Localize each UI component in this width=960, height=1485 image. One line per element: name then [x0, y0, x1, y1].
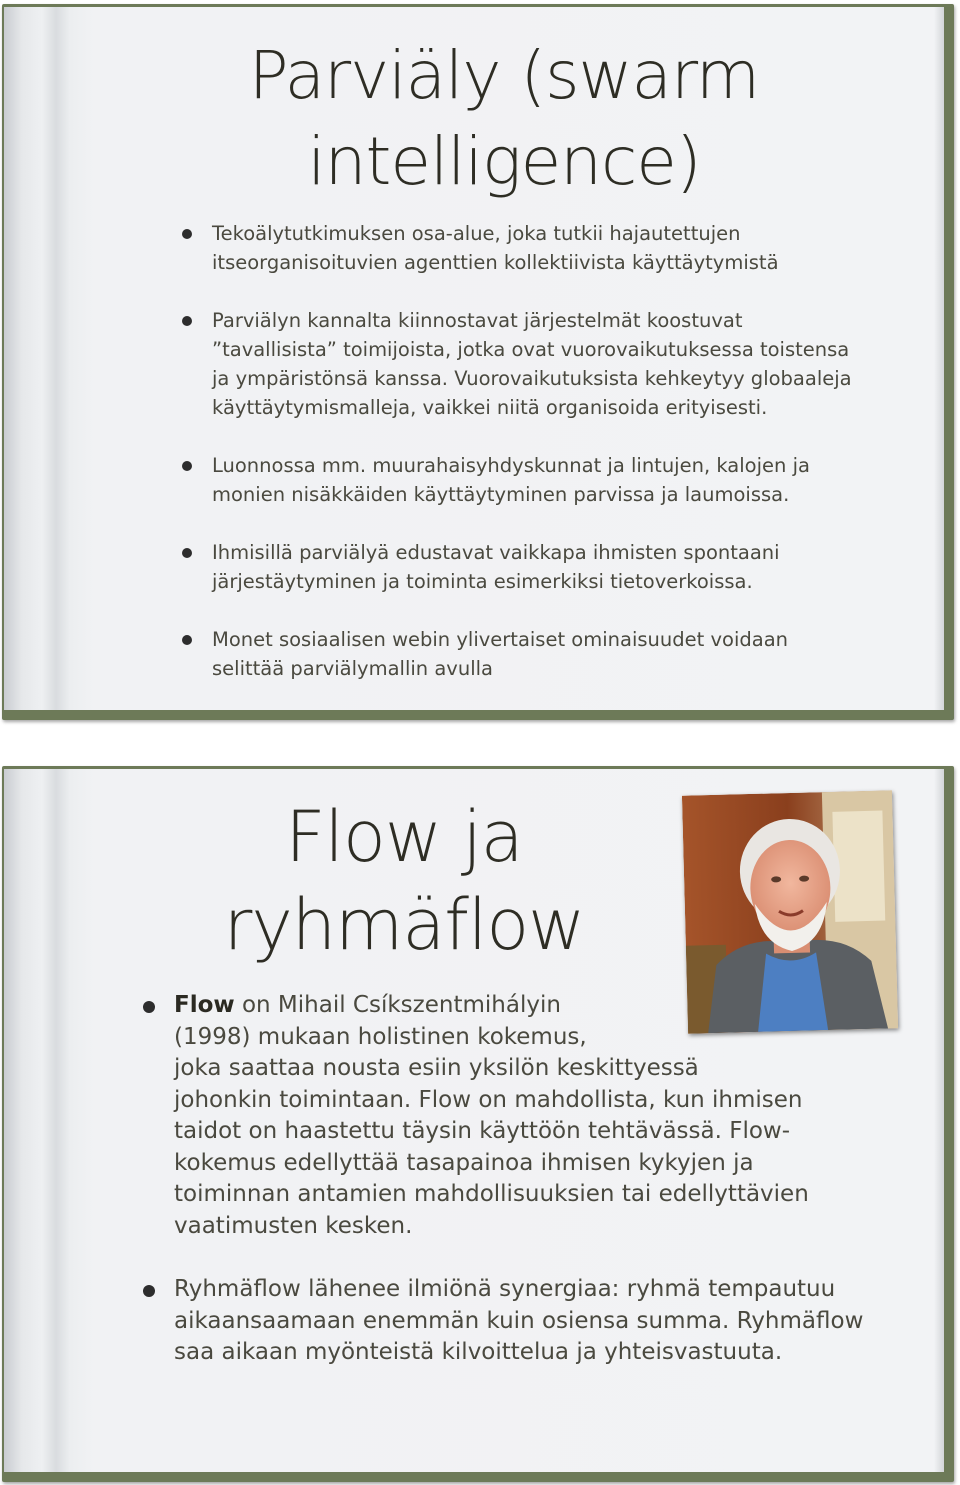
bullet-line: Monet sosiaalisen webin ylivertaiset ominaisuudet voidaan — [212, 628, 789, 651]
bullet-line: Ihmisillä parviälyä edustavat vaikkapa ihmisten spontaani — [212, 541, 780, 564]
bullet-line: Ryhmäflow lähenee ilmiönä synergiaa: ryhmä tempautuu — [174, 1276, 836, 1302]
bullet-item — [212, 538, 912, 596]
bullet-line: toiminnan antamien mahdollisuuksien tai edellyttävien — [174, 1181, 809, 1207]
bullet-item — [174, 1274, 874, 1369]
bullet-dot-icon — [182, 635, 192, 645]
bullet-line: Luonnossa mm. muurahaisyhdyskunnat ja lintujen, kalojen ja — [212, 454, 810, 477]
bullet-line: ja ympäristönsä kanssa. Vuorovaikutuksista kehkeytyy globaaleja — [212, 367, 852, 390]
bullet-item — [212, 625, 912, 683]
bullet-line: joka saattaa nousta esiin yksilön keskittyessä — [174, 1055, 699, 1081]
bullet-item — [212, 219, 912, 277]
title-line: ryhmäflow — [223, 884, 585, 966]
bullet-line: johonkin toimintaan. Flow on mahdollista, kun ihmisen — [174, 1086, 803, 1113]
bullet-line: käyttäytymismalleja, vaikkei niitä organisoida erityisesti. — [212, 396, 768, 419]
bullet-list — [174, 990, 874, 1369]
slide-title — [154, 793, 654, 969]
bullet-line — [174, 990, 874, 1022]
bullet-list — [212, 219, 912, 683]
bullet-item — [212, 306, 912, 422]
bullet-line: Tekoälytutkimuksen osa-alue, joka tutkii hajautettujen — [212, 222, 741, 245]
flow-term: Flow — [174, 992, 235, 1018]
slide-page — [4, 7, 944, 710]
bullet-line: taidot on haastettu täysin käyttöön tehtävässä. Flow- — [174, 1118, 791, 1144]
bullet-dot-icon — [143, 1001, 155, 1013]
bullet-line: selittää parviälymallin avulla — [212, 657, 493, 680]
bullet-line: saa aikaan myönteistä kilvoittelua ja yhteisvastuuta. — [174, 1339, 783, 1365]
bullet-dot-icon — [182, 229, 192, 239]
bullet-text: on Mihail Csíkszentmihályin — [234, 992, 561, 1018]
slide-flow — [2, 766, 954, 1482]
bullet-line: järjestäytyminen ja toiminta esimerkiksi tietoverkoissa. — [212, 570, 753, 593]
bullet-line: monien nisäkkäiden käyttäytyminen parvissa ja laumoissa. — [212, 483, 790, 506]
title-line: Parviäly (swarm — [248, 37, 760, 114]
bullet-line: (1998) mukaan holistinen kokemus, — [174, 1023, 587, 1050]
slide-title — [44, 33, 944, 205]
bullet-line: kokemus edellyttää tasapainoa ihmisen kykyjen ja — [174, 1149, 754, 1176]
bullet-item — [212, 451, 912, 509]
bullet-line: ”tavallisista” toimijoista, jotka ovat vuorovaikutuksessa toistensa — [212, 338, 850, 361]
title-line: intelligence) — [307, 123, 701, 200]
bullet-line: Parviälyn kannalta kiinnostavat järjestelmät koostuvat — [212, 309, 743, 332]
bullet-line: aikaansaamaan enemmän kuin osiensa summa. Ryhmäflow — [174, 1307, 864, 1334]
slide-parvialy — [2, 4, 954, 720]
title-line: Flow ja — [285, 796, 523, 878]
bullet-dot-icon — [182, 548, 192, 558]
bullet-line: itseorganisoituvien agenttien kollektiivista käyttäytymistä — [212, 251, 779, 274]
bullet-item — [174, 990, 874, 1242]
bullet-dot-icon — [182, 461, 192, 471]
bullet-dot-icon — [182, 316, 192, 326]
bullet-dot-icon — [143, 1285, 155, 1297]
bullet-line: vaatimusten kesken. — [174, 1212, 413, 1239]
slide-page — [4, 769, 944, 1472]
